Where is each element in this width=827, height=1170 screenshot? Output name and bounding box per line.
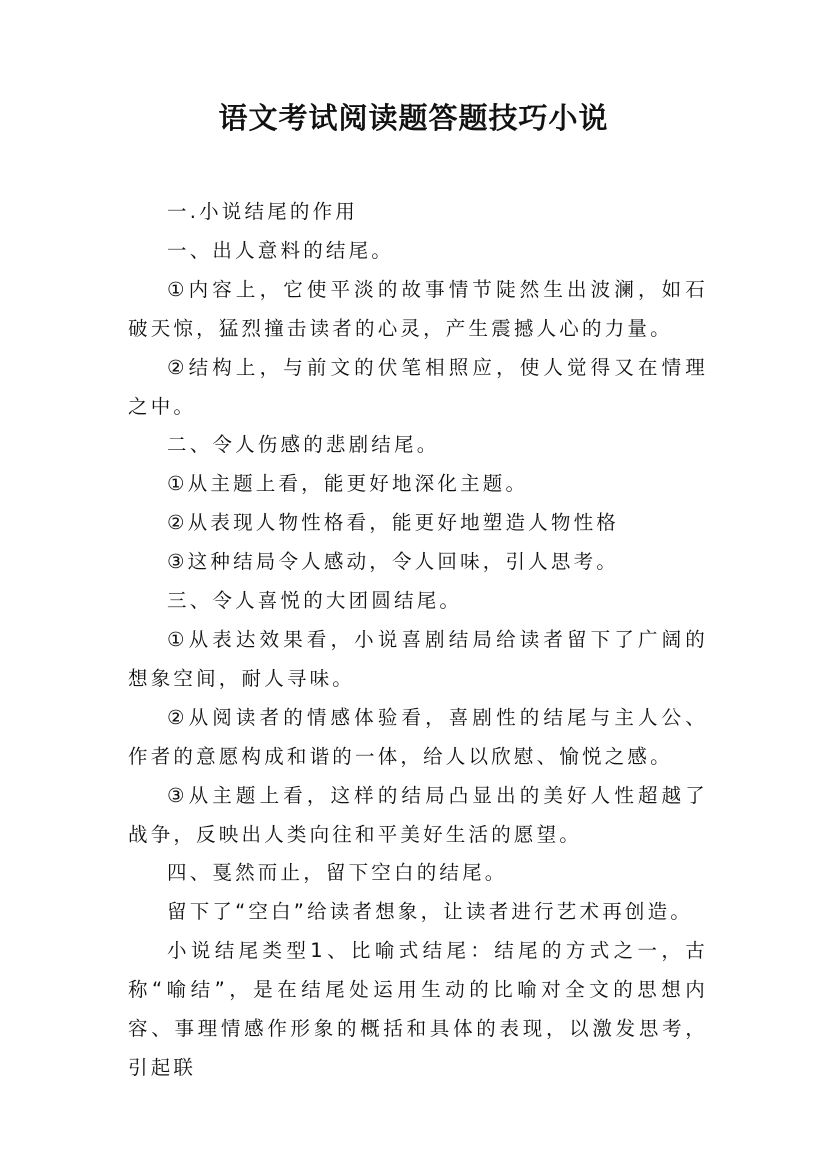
paragraph-2-2: ②从表现人物性格看，能更好地塑造人物性格 bbox=[167, 511, 619, 535]
paragraph-ending-types: 小说结尾类型1、比喻式结尾：结尾的方式之一，古称“喻结”，是在结尾处运用生动的比喻对全文的思想内容、事理情感作形象的概括和具体的表现，以激发思考，引起联 bbox=[128, 939, 708, 1079]
document-title: 语文考试阅读题答题技巧小说 bbox=[218, 101, 609, 135]
paragraph-heading-2: 二、令人伤感的悲剧结尾。 bbox=[167, 433, 440, 457]
paragraph-4-1: 留下了“空白”给读者想象，让读者进行艺术再创造。 bbox=[167, 900, 694, 924]
paragraph-heading-4: 四、戛然而止，留下空白的结尾。 bbox=[167, 861, 508, 885]
paragraph-1-1: ①内容上，它使平淡的故事情节陡然生出波澜，如石破天惊，猛烈撞击读者的心灵，产生震撼人心的力量。 bbox=[128, 277, 708, 340]
paragraph-3-1: ①从表达效果看，小说喜剧结局给读者留下了广阔的想象空间，耐人寻味。 bbox=[128, 627, 708, 690]
paragraph-section-heading: 一.小说结尾的作用 bbox=[167, 200, 358, 223]
paragraph-3-3: ③从主题上看，这样的结局凸显出的美好人性超越了战争，反映出人类向往和平美好生活的愿望。 bbox=[128, 783, 708, 846]
paragraph-2-1: ①从主题上看，能更好地深化主题。 bbox=[167, 472, 529, 496]
paragraph-1-2: ②结构上，与前文的伏笔相照应，使人觉得又在情理之中。 bbox=[128, 355, 708, 418]
paragraph-3-2: ②从阅读者的情感体验看，喜剧性的结尾与主人公、作者的意愿构成和谐的一体，给人以欣慰、愉悦之感。 bbox=[128, 705, 708, 768]
paragraph-2-3: ③这种结局令人感动，令人回味，引人思考。 bbox=[167, 550, 619, 574]
document-body bbox=[128, 193, 708, 1088]
paragraph-heading-3: 三、令人喜悦的大团圆结尾。 bbox=[167, 589, 463, 613]
paragraph-heading-1: 一、出人意料的结尾。 bbox=[167, 238, 395, 262]
